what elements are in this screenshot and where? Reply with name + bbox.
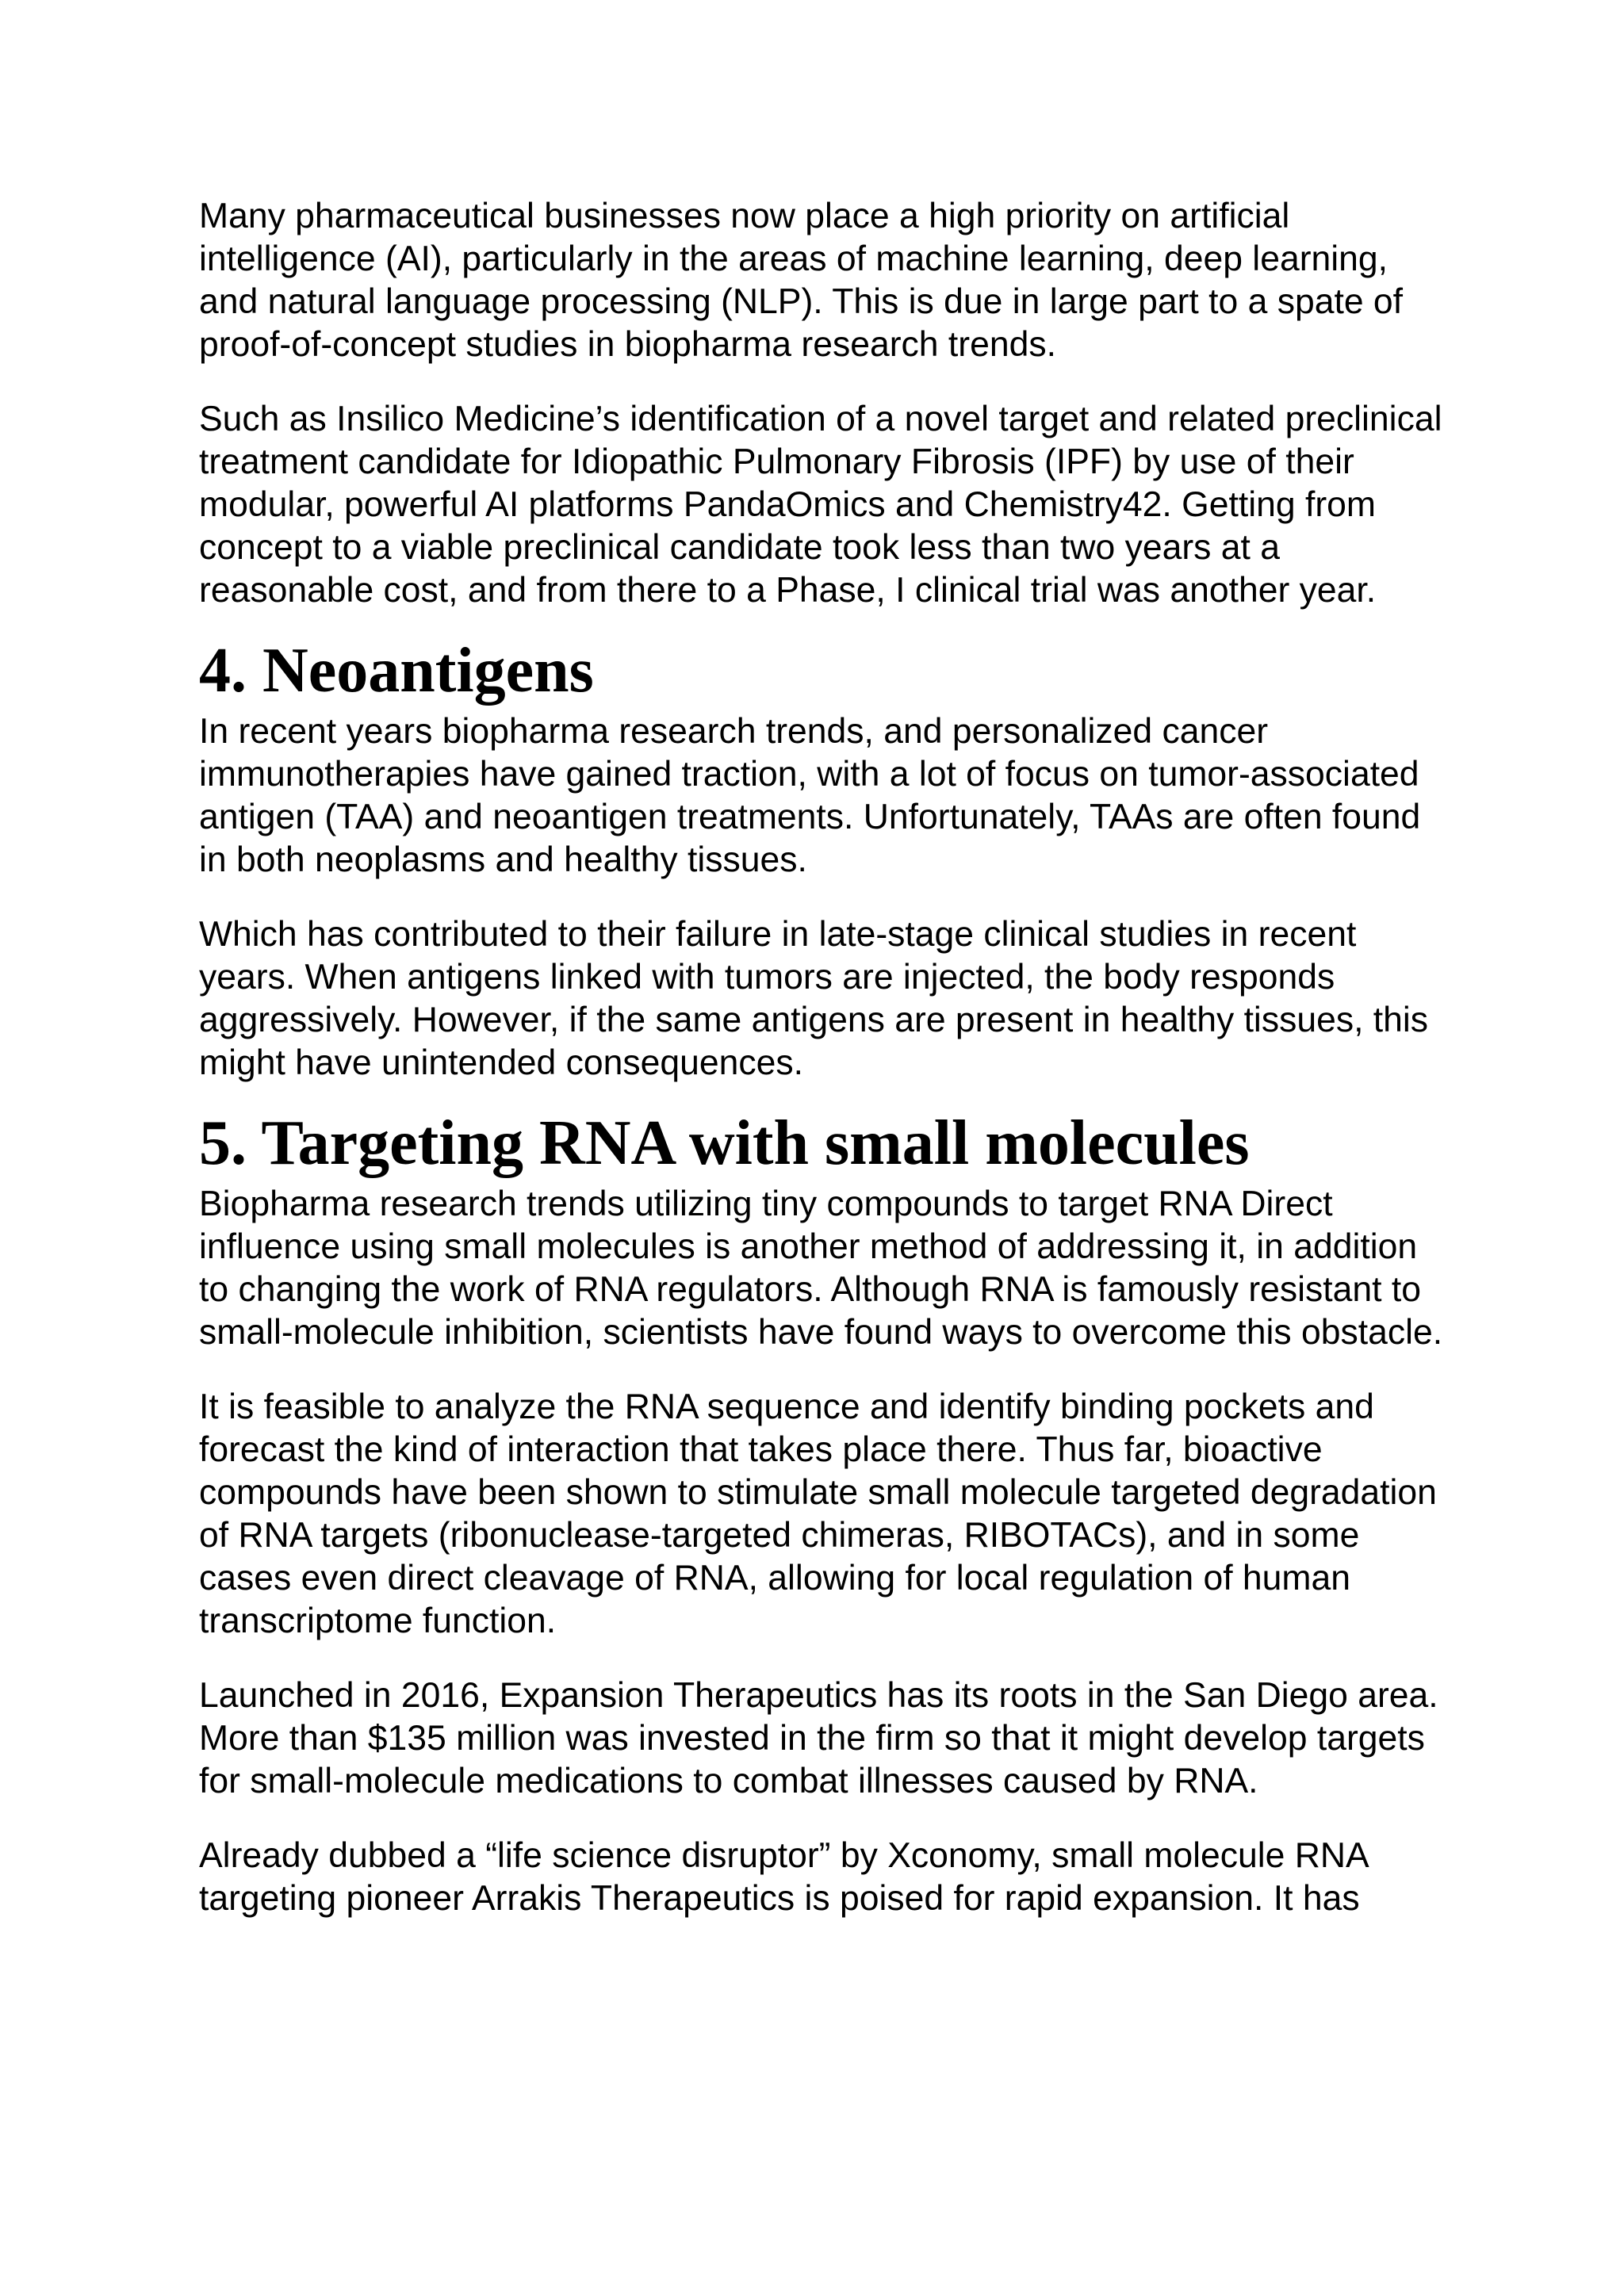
paragraph-arrakis: Already dubbed a “life science disruptor” by Xconomy, small molecule RNA targeting pioneer Arrakis Therapeutics is poised for rapid expansion. It has xyxy=(199,1836,1368,1918)
paragraph-expansion-therapeutics: Launched in 2016, Expansion Therapeutics has its roots in the San Diego area. More than $135 million was invested in the firm so that it might develop targets for small-molecule medications to combat illnesses caused by RNA. xyxy=(199,1676,1438,1800)
heading-targeting-rna: 5. Targeting RNA with small molecules xyxy=(199,1108,1250,1178)
paragraph-clinical-failure: Which has contributed to their failure in late-stage clinical studies in recent years. When antigens linked with tumors are injected, the body responds aggressively. However, if the same antigens are present in healthy tissues, this might have unintended consequences. xyxy=(199,915,1429,1082)
paragraph-insilico: Such as Insilico Medicine’s identification of a novel target and related preclinical treatment candidate for Idiopathic Pulmonary Fibrosis (IPF) by use of their modular, powerful AI platforms PandaOmics and Chemistry42. Getting from concept to a viable preclinical candidate took less than two years at a reasonable cost, and from there to a Phase, I clinical trial was another year. xyxy=(199,400,1442,610)
heading-neoantigens: 4. Neoantigens xyxy=(199,636,594,706)
paragraph-ai-priority: Many pharmaceutical businesses now place a high priority on artificial intelligence (AI), particularly in the areas of machine learning, deep learning, and natural language processing (NLP). This is due in large part to a spate of proof-of-concept studies in biopharma research trends. xyxy=(199,197,1404,364)
paragraph-rna-sequence: It is feasible to analyze the RNA sequence and identify binding pockets and forecast the kind of interaction that takes place there. Thus far, bioactive compounds have been shown to stimulate small molecule targeted degradation of RNA targets (ribonuclease-targeted chimeras, RIBOTACs), and in some cases even direct cleavage of RNA, allowing for local regulation of human transcriptome function. xyxy=(199,1387,1437,1640)
paragraph-tiny-compounds: Biopharma research trends utilizing tiny compounds to target RNA Direct influence using small molecules is another method of addressing it, in addition to changing the work of RNA regulators. Although RNA is famously resistant to small-molecule inhibition, scientists have found ways to overcome this obstacle. xyxy=(199,1184,1443,1352)
document-page xyxy=(199,195,1452,1952)
paragraph-immunotherapies: In recent years biopharma research trends, and personalized cancer immunotherapies have gained traction, with a lot of focus on tumor-associated antigen (TAA) and neoantigen treatments. Unfortunately, TAAs are often found in both neoplasms and healthy tissues. xyxy=(199,712,1421,879)
